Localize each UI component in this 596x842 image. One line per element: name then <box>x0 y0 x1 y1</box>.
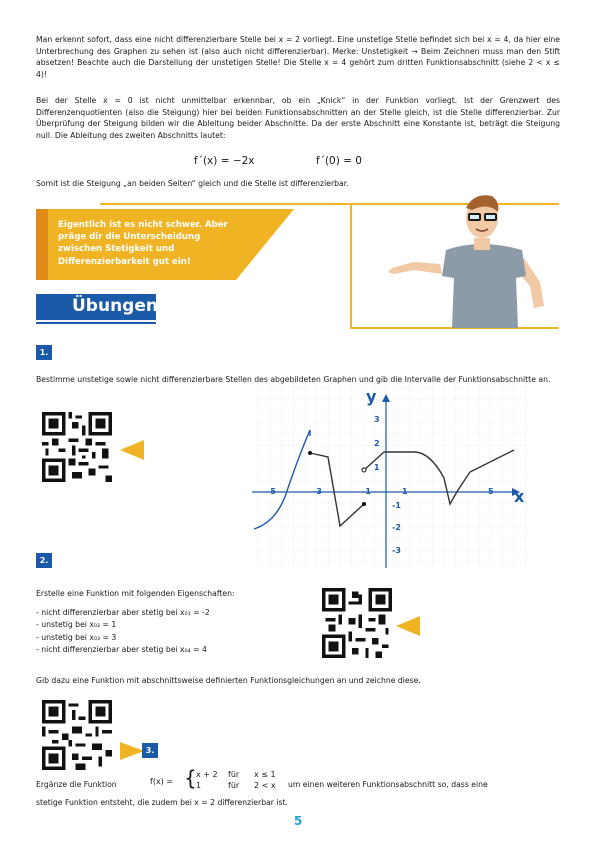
promo-text: Eigentlich ist es nicht schwer. Aber präge dir die Unterscheidung zwischen Stetigkeit und Differenzierbarkeit gut ein! <box>58 220 228 267</box>
exercise-3-lead: Ergänze die Funktion <box>36 780 117 789</box>
property-item: - unstetig bei x₀₂ = 1 <box>36 620 117 630</box>
brace-symbol: { <box>184 766 197 790</box>
section-header-exercises <box>36 294 156 320</box>
x-tick-minus1: -1 <box>362 487 371 496</box>
y-tick-1: 1 <box>374 463 380 472</box>
function-graph <box>252 384 530 572</box>
x-tick-minus3: -3 <box>313 487 322 496</box>
arrow-left-icon <box>120 440 144 464</box>
exercise-2-outro: Gib dazu eine Funktion mit abschnittsweise definierten Funktionsgleichungen an und zeichne diese. <box>36 676 421 685</box>
paragraph-differentiability: Man erkennt sofort, dass eine nicht differenzierbare Stelle bei x = 2 vorliegt. Eine unstetige Stelle befindet sich bei x = 4, da hier eine Unterbrechung des Graphen zu sehen ist (also auch nicht differenzierbar). Merke: Unstetigkeit → Beim Zeichnen muss man den Stift absetzen! Beachte auch die Darstellung der unstetigen Stelle! Die Stelle x = 4 gehört zum dritten Funktionsabschnitt (siehe 2 < x ≤ 4)! <box>36 35 560 79</box>
y-axis-label: y <box>366 387 377 406</box>
exercise-3-tail: um einen weiteren Funktionsabschnitt so, dass eine <box>288 780 488 789</box>
qr-code-exercise-2[interactable] <box>322 588 392 662</box>
arrow-left-icon <box>396 616 420 640</box>
y-tick-minus1: -1 <box>392 501 401 510</box>
section-underline <box>36 322 156 324</box>
exercise-2-properties-list <box>36 607 210 657</box>
case2-condition: 2 < x <box>254 781 276 790</box>
exercise-2-number: 2. <box>36 553 52 568</box>
qr-code-exercise-1[interactable] <box>42 412 112 486</box>
x-tick-1: 1 <box>402 487 408 496</box>
x-axis-label: x <box>514 487 525 506</box>
presenter-illustration <box>384 188 560 334</box>
x-tick-5: 5 <box>488 487 494 496</box>
case1-for: für <box>228 770 240 779</box>
section-title: Übungen <box>72 296 158 316</box>
exercise-3-number: 3. <box>142 743 158 758</box>
exercise-2-intro: Erstelle eine Funktion mit folgenden Eigenschaften: <box>36 589 235 598</box>
formula-derivative-at-zero: f´(0) = 0 <box>316 155 362 167</box>
case2-for: für <box>228 781 240 790</box>
y-tick-minus3: -3 <box>392 546 401 555</box>
y-tick-2: 2 <box>374 439 380 448</box>
arrow-right-icon <box>120 742 144 764</box>
x-tick-minus5: -5 <box>267 487 276 496</box>
property-item: - nicht differenzierbar aber stetig bei x₀₁ = -2 <box>36 608 210 617</box>
case1-condition: x ≤ 1 <box>254 770 276 779</box>
property-item: - unstetig bei x₀₃ = 3 <box>36 632 117 642</box>
property-item: - nicht differenzierbar aber stetig bei x₀₄ = 4 <box>36 645 207 655</box>
exercise-3-line2: stetige Funktion entsteht, die zudem bei x = 2 differenzierbar ist. <box>36 798 288 807</box>
qr-code-exercise-3[interactable] <box>42 700 112 774</box>
case1-expression: x + 2 <box>196 770 218 779</box>
exercise-1-number: 1. <box>36 345 52 360</box>
page-number: 5 <box>293 814 303 828</box>
exercise-3-fx: f(x) = <box>150 777 174 786</box>
y-tick-minus2: -2 <box>392 523 401 532</box>
paragraph-conclusion: Somit ist die Steigung „an beiden Seiten“ gleich und die Stelle ist differenzierbar. <box>36 179 349 188</box>
exercise-1-text: Bestimme unstetige sowie nicht differenzierbare Stellen des abgebildeten Graphen und gib die Intervalle der Funktionsabschnitte an. <box>36 375 551 384</box>
y-tick-3: 3 <box>374 415 380 424</box>
case2-expression: 1 <box>196 781 202 790</box>
promo-frame-divider <box>350 203 352 329</box>
paragraph-kink-check: Bei der Stelle x = 0 ist nicht unmittelbar erkennbar, ob ein „Knick“ in der Funktion vorliegt. Ist der Grenzwert des Differenzenquotienten (also die Steigung) hier bei beiden Funktionsabschnitten an der Stelle gleich, ist die Stelle differenzierbar. Zur Überprüfung der Steigung bilden wir die Ableitung beider Abschnitte. Da der erste Abschnitt eine Konstante ist, beträgt die Steigung null. Die Ableitung des zweiten Abschnitts lautet: <box>36 96 560 140</box>
formula-derivative: f´(x) = −2x <box>194 155 255 167</box>
